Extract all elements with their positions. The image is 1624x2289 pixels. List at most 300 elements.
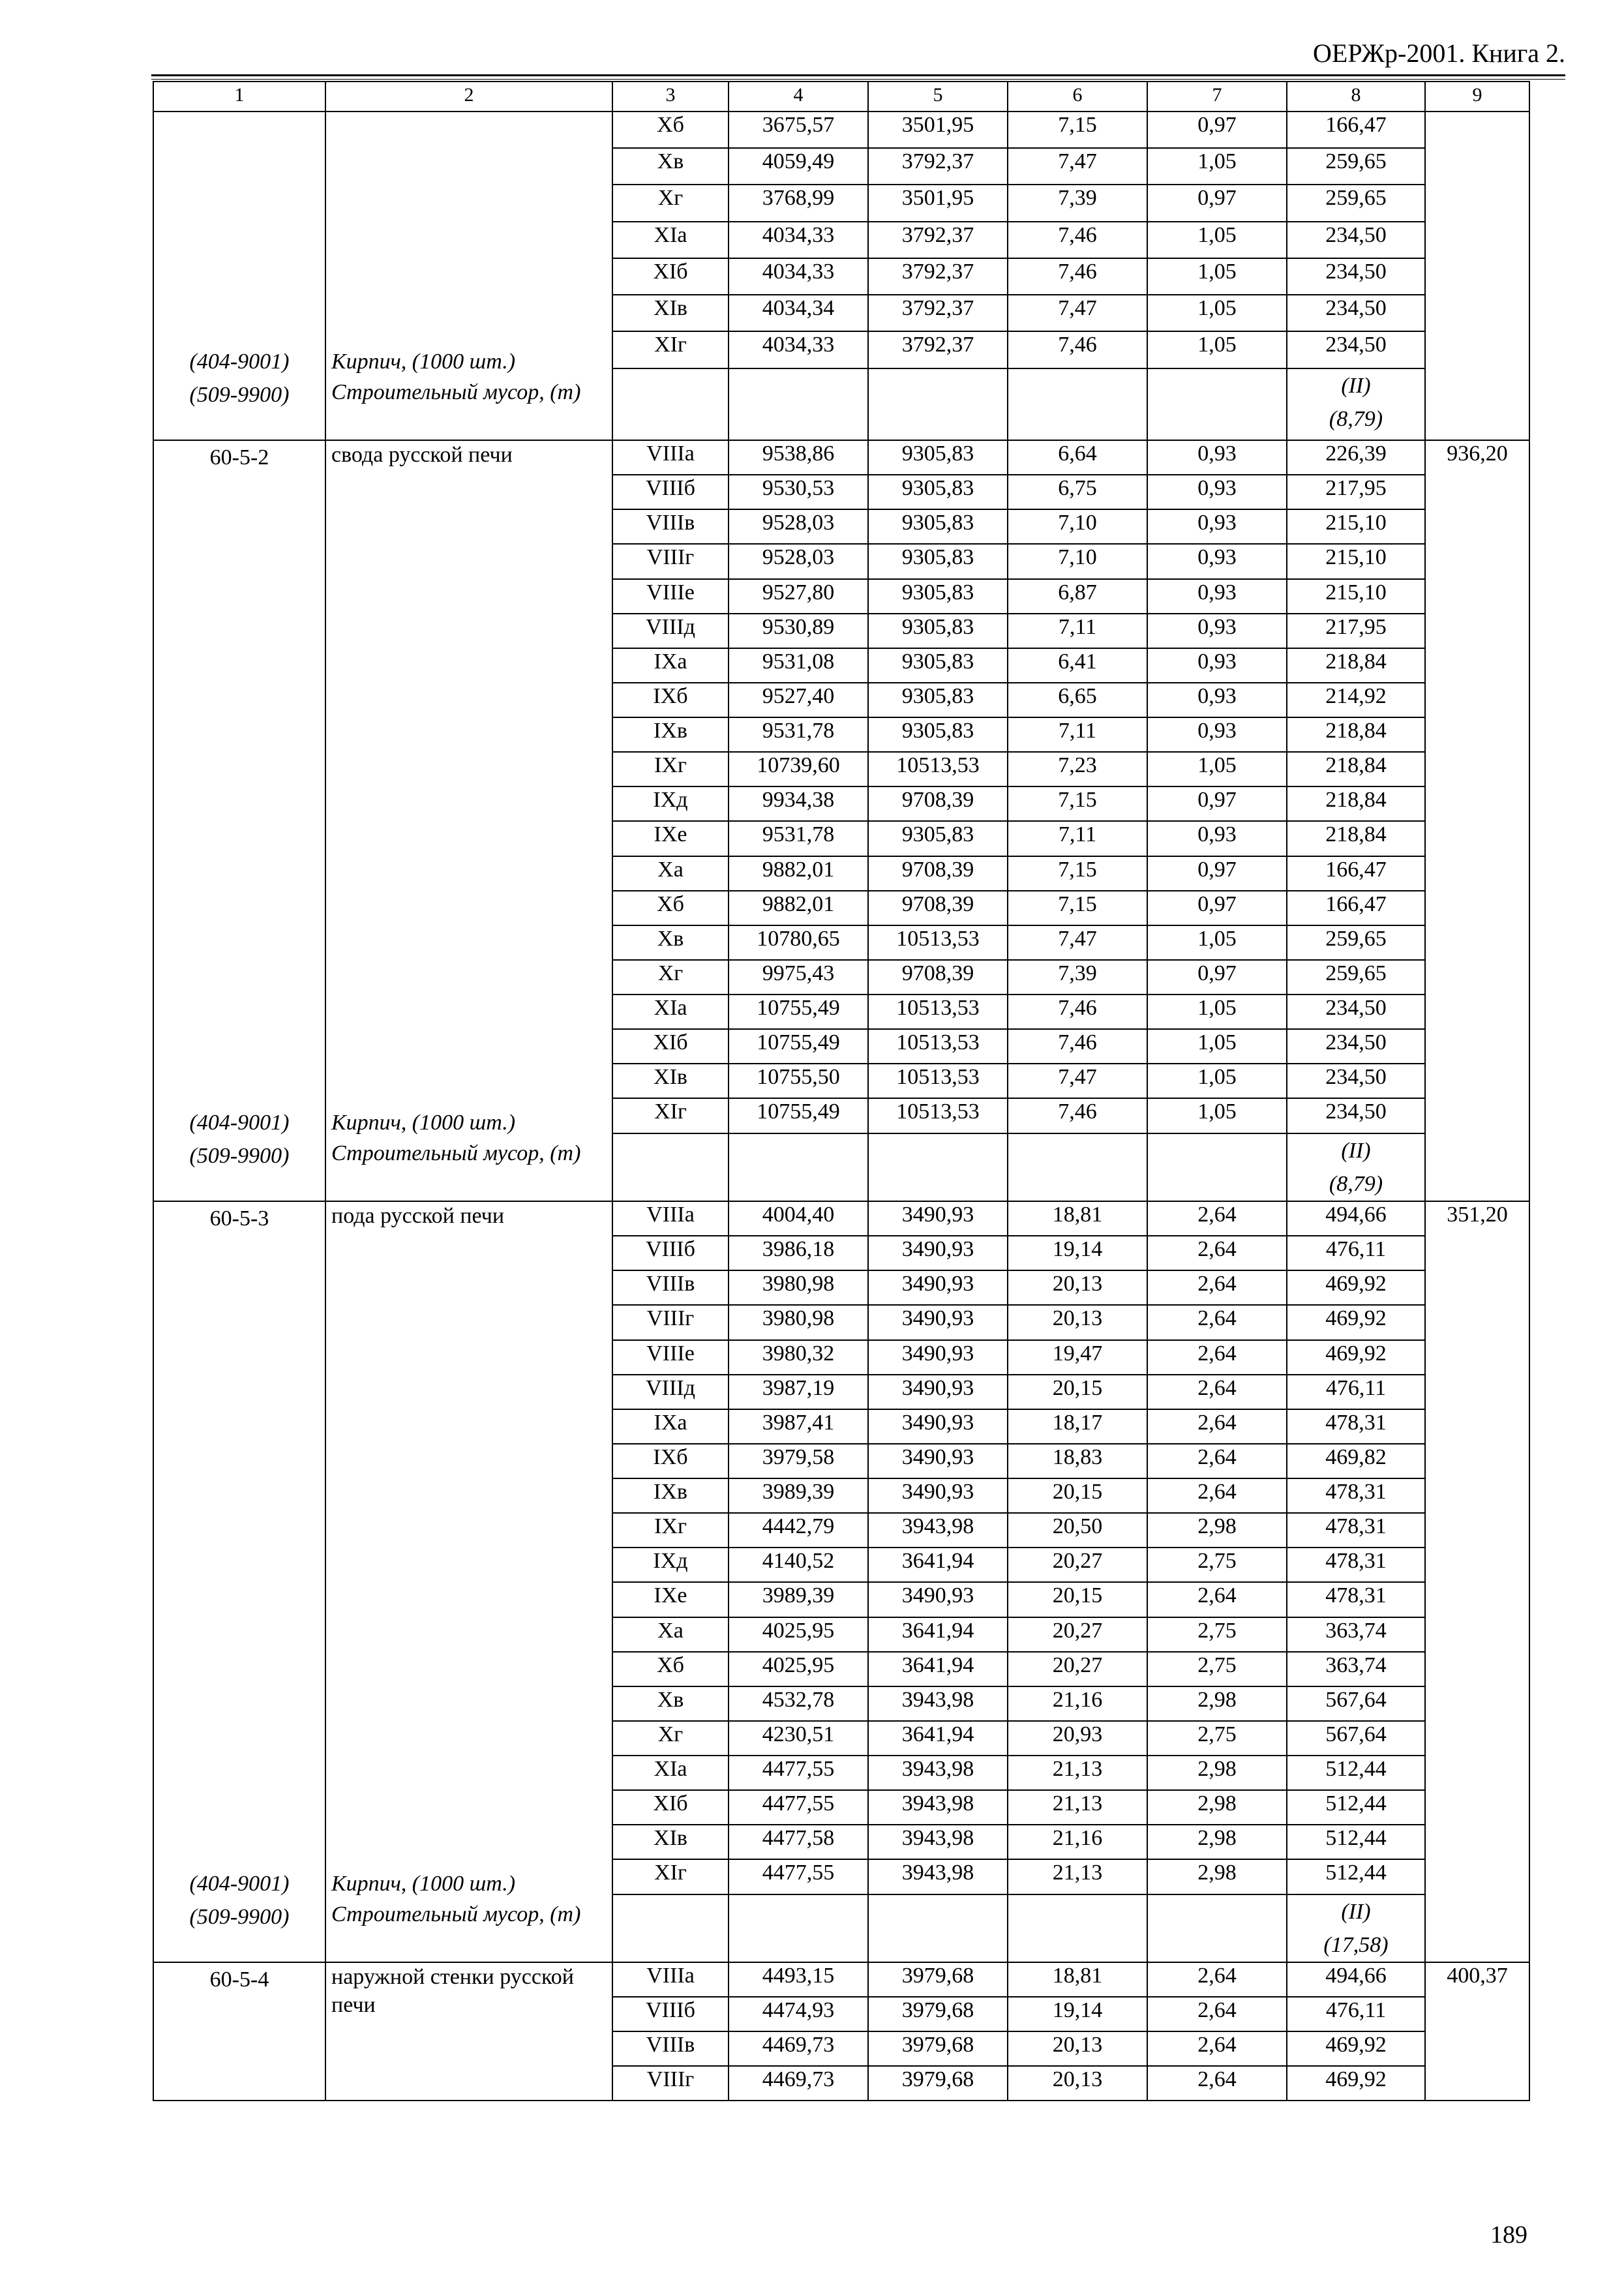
labor-cost-cell: 469,92 (1287, 1340, 1425, 1375)
machines-cell: 20,13 (1008, 2066, 1147, 2101)
materials-cell: 9305,83 (868, 475, 1008, 509)
machines-cell: 18,81 (1008, 1962, 1147, 1997)
machines-cell: 6,75 (1008, 475, 1147, 509)
region-zone-cell: Ха (612, 1617, 729, 1652)
norm-name: свода русской печи (331, 443, 513, 467)
resource-code: (404-9001) (189, 350, 290, 374)
region-zone-cell: ХIг (612, 331, 729, 368)
materials-cell: 3490,93 (868, 1270, 1008, 1305)
materials-cell: 3641,94 (868, 1617, 1008, 1652)
machines-cell: 6,87 (1008, 579, 1147, 614)
labor-wages-cell: 2,64 (1147, 1962, 1287, 1997)
norms-table-body (153, 82, 1529, 2101)
materials-cell: 3792,37 (868, 295, 1008, 331)
machines-cell: 6,64 (1008, 440, 1147, 475)
total-cell: 400,37 (1425, 1962, 1529, 2101)
norm-code: 60-5-2 (209, 445, 269, 470)
machines-cell: 7,46 (1008, 1098, 1147, 1133)
labor-cost-cell: 363,74 (1287, 1652, 1425, 1686)
labor-cost-cell: 218,84 (1287, 648, 1425, 683)
direct-costs-cell: 3768,99 (729, 185, 868, 221)
labor-wages-cell: 2,64 (1147, 1201, 1287, 1236)
direct-costs-cell: 4034,34 (729, 295, 868, 331)
direct-costs-cell: 9538,86 (729, 440, 868, 475)
region-zone-cell: IХд (612, 1548, 729, 1582)
materials-cell: 3641,94 (868, 1721, 1008, 1756)
labor-cost-cell: 166,47 (1287, 856, 1425, 891)
direct-costs-cell: 9528,03 (729, 544, 868, 578)
norm-name-cell (325, 440, 612, 1201)
labor-wages-cell: 2,98 (1147, 1686, 1287, 1721)
spacer (158, 474, 321, 1106)
resource-empty-cell (868, 1133, 1008, 1202)
machines-cell: 20,13 (1008, 2031, 1147, 2066)
direct-costs-cell: 9530,53 (729, 475, 868, 509)
labor-cost-cell: 478,31 (1287, 1409, 1425, 1444)
machines-cell: 7,39 (1008, 185, 1147, 221)
resource-empty-cell (1008, 368, 1147, 440)
machines-cell: 20,13 (1008, 1305, 1147, 1339)
region-zone-cell: VIIIб (612, 1997, 729, 2031)
direct-costs-cell: 9975,43 (729, 960, 868, 995)
machines-cell: 7,23 (1008, 752, 1147, 786)
labor-wages-cell: 2,75 (1147, 1617, 1287, 1652)
labor-wages-cell: 2,64 (1147, 1478, 1287, 1513)
labor-cost-cell: 259,65 (1287, 925, 1425, 960)
region-zone-cell: IХб (612, 683, 729, 717)
region-zone-cell: Хг (612, 1721, 729, 1756)
labor-cost-cell: 234,50 (1287, 258, 1425, 295)
machines-cell: 20,50 (1008, 1513, 1147, 1548)
labor-cost-cell: 218,84 (1287, 717, 1425, 752)
region-zone-cell: ХIб (612, 258, 729, 295)
resource-value: (II) (1341, 373, 1371, 398)
direct-costs-cell: 4059,49 (729, 148, 868, 185)
norms-table (153, 81, 1530, 2101)
direct-costs-cell: 9527,80 (729, 579, 868, 614)
labor-wages-cell: 1,05 (1147, 222, 1287, 258)
direct-costs-cell: 4140,52 (729, 1548, 868, 1582)
direct-costs-cell: 4469,73 (729, 2066, 868, 2101)
region-zone-cell: ХIб (612, 1029, 729, 1064)
materials-cell: 3501,95 (868, 112, 1008, 148)
labor-cost-cell: 218,84 (1287, 821, 1425, 856)
page-number: 189 (1490, 2221, 1527, 2249)
resource-empty-cell (1008, 1133, 1147, 1202)
resource-name: Кирпич, (1000 шт.) (331, 350, 516, 374)
labor-cost-cell: 512,44 (1287, 1756, 1425, 1790)
direct-costs-cell: 9531,08 (729, 648, 868, 683)
column-number: 6 (1008, 82, 1147, 112)
spacer (331, 469, 608, 1106)
materials-cell: 3490,93 (868, 1375, 1008, 1409)
direct-costs-cell: 10739,60 (729, 752, 868, 786)
direct-costs-cell: 10755,49 (729, 1098, 868, 1133)
resource-empty-cell (1147, 1133, 1287, 1202)
labor-wages-cell: 0,93 (1147, 509, 1287, 544)
header-rule-thin (151, 79, 1565, 80)
machines-cell: 20,15 (1008, 1582, 1147, 1617)
norm-code: 60-5-4 (209, 1967, 269, 1992)
machines-cell: 7,47 (1008, 148, 1147, 185)
spacer (331, 112, 608, 345)
resource-empty-cell (612, 1894, 729, 1963)
direct-costs-cell: 4477,55 (729, 1859, 868, 1894)
region-zone-cell: IХв (612, 1478, 729, 1513)
materials-cell: 10513,53 (868, 1064, 1008, 1098)
resource-value: (8,79) (1329, 406, 1383, 431)
direct-costs-cell: 3989,39 (729, 1478, 868, 1513)
resource-value: (17,58) (1323, 1932, 1389, 1957)
document-header-title: ОЕРЖр-2001. Книга 2. (1313, 38, 1565, 68)
materials-cell: 3979,68 (868, 2031, 1008, 2066)
region-zone-cell: VIIIв (612, 509, 729, 544)
labor-cost-cell: 494,66 (1287, 1962, 1425, 1997)
materials-cell: 3490,93 (868, 1236, 1008, 1270)
machines-cell: 7,46 (1008, 222, 1147, 258)
machines-cell: 19,47 (1008, 1340, 1147, 1375)
materials-cell: 9305,83 (868, 614, 1008, 648)
machines-cell: 7,47 (1008, 295, 1147, 331)
direct-costs-cell: 3987,19 (729, 1375, 868, 1409)
direct-costs-cell: 9531,78 (729, 717, 868, 752)
header-rule (151, 74, 1565, 76)
labor-cost-cell: 363,74 (1287, 1617, 1425, 1652)
labor-cost-cell: 512,44 (1287, 1790, 1425, 1825)
column-number: 9 (1425, 82, 1529, 112)
machines-cell: 6,65 (1008, 683, 1147, 717)
labor-wages-cell: 1,05 (1147, 331, 1287, 368)
direct-costs-cell: 4004,40 (729, 1201, 868, 1236)
direct-costs-cell: 10755,50 (729, 1064, 868, 1098)
materials-cell: 9305,83 (868, 509, 1008, 544)
machines-cell: 18,81 (1008, 1201, 1147, 1236)
resource-name: Кирпич, (1000 шт.) (331, 1872, 516, 1896)
norm-name: наружной стенки русской печи (331, 1965, 574, 2017)
column-number-row (153, 82, 1529, 112)
materials-cell: 9305,83 (868, 440, 1008, 475)
region-zone-cell: Хв (612, 1686, 729, 1721)
table-row (153, 440, 1529, 475)
labor-wages-cell: 0,97 (1147, 960, 1287, 995)
materials-cell: 3490,93 (868, 1409, 1008, 1444)
labor-cost-cell: 234,50 (1287, 995, 1425, 1029)
materials-cell: 3943,98 (868, 1825, 1008, 1859)
materials-cell: 9305,83 (868, 544, 1008, 578)
region-zone-cell: IХд (612, 786, 729, 821)
machines-cell: 20,93 (1008, 1721, 1147, 1756)
labor-wages-cell: 0,97 (1147, 891, 1287, 925)
direct-costs-cell: 4025,95 (729, 1652, 868, 1686)
machines-cell: 20,15 (1008, 1375, 1147, 1409)
materials-cell: 3943,98 (868, 1513, 1008, 1548)
machines-cell: 18,83 (1008, 1444, 1147, 1478)
region-zone-cell: VIIIб (612, 475, 729, 509)
materials-cell: 9305,83 (868, 717, 1008, 752)
region-zone-cell: ХIв (612, 1064, 729, 1098)
resource-name: Строительный мусор, (т) (331, 1902, 581, 1926)
table-row (153, 1962, 1529, 1997)
direct-costs-cell: 3989,39 (729, 1582, 868, 1617)
resource-empty-cell (868, 1894, 1008, 1963)
labor-cost-cell: 567,64 (1287, 1686, 1425, 1721)
labor-cost-cell: 259,65 (1287, 960, 1425, 995)
labor-cost-cell: 234,50 (1287, 1098, 1425, 1133)
machines-cell: 7,15 (1008, 891, 1147, 925)
labor-wages-cell: 2,64 (1147, 1582, 1287, 1617)
labor-wages-cell: 2,98 (1147, 1756, 1287, 1790)
machines-cell: 7,47 (1008, 1064, 1147, 1098)
region-zone-cell: VIIIв (612, 2031, 729, 2066)
resource-empty-cell (1147, 368, 1287, 440)
machines-cell: 7,10 (1008, 509, 1147, 544)
labor-wages-cell: 0,93 (1147, 475, 1287, 509)
norm-name: пода русской печи (331, 1204, 505, 1228)
materials-cell: 3943,98 (868, 1756, 1008, 1790)
materials-cell: 3943,98 (868, 1686, 1008, 1721)
direct-costs-cell: 4025,95 (729, 1617, 868, 1652)
machines-cell: 7,11 (1008, 614, 1147, 648)
resource-empty-cell (729, 368, 868, 440)
labor-wages-cell: 0,93 (1147, 440, 1287, 475)
materials-cell: 9305,83 (868, 648, 1008, 683)
region-zone-cell: ХIг (612, 1098, 729, 1133)
labor-cost-cell: 217,95 (1287, 475, 1425, 509)
direct-costs-cell: 4532,78 (729, 1686, 868, 1721)
spacer (158, 1235, 321, 1867)
labor-wages-cell: 2,98 (1147, 1513, 1287, 1548)
labor-cost-cell: 512,44 (1287, 1825, 1425, 1859)
machines-cell: 7,15 (1008, 786, 1147, 821)
column-number: 1 (153, 82, 325, 112)
spacer (331, 1230, 608, 1867)
labor-wages-cell: 1,05 (1147, 295, 1287, 331)
materials-cell: 3943,98 (868, 1859, 1008, 1894)
region-zone-cell: IХа (612, 1409, 729, 1444)
resource-empty-cell (1008, 1894, 1147, 1963)
resource-names (331, 112, 608, 440)
direct-costs-cell: 9531,78 (729, 821, 868, 856)
region-zone-cell: ХIб (612, 1790, 729, 1825)
norm-code-cell (153, 1962, 325, 2101)
resource-code: (404-9001) (189, 1111, 290, 1135)
region-zone-cell: Хб (612, 891, 729, 925)
labor-wages-cell: 1,05 (1147, 1064, 1287, 1098)
direct-costs-cell: 4469,73 (729, 2031, 868, 2066)
column-number: 2 (325, 82, 612, 112)
resource-empty-cell (729, 1133, 868, 1202)
labor-wages-cell: 1,05 (1147, 752, 1287, 786)
machines-cell: 7,39 (1008, 960, 1147, 995)
resource-values-cell (1287, 1133, 1425, 1202)
table-row (153, 1201, 1529, 1236)
labor-cost-cell: 476,11 (1287, 1236, 1425, 1270)
region-zone-cell: Ха (612, 856, 729, 891)
machines-cell: 7,11 (1008, 717, 1147, 752)
region-zone-cell: Хв (612, 925, 729, 960)
labor-wages-cell: 2,64 (1147, 1305, 1287, 1339)
machines-cell: 6,41 (1008, 648, 1147, 683)
direct-costs-cell: 3980,98 (729, 1305, 868, 1339)
norm-code: 60-5-3 (209, 1206, 269, 1231)
machines-cell: 21,16 (1008, 1686, 1147, 1721)
machines-cell: 7,46 (1008, 1029, 1147, 1064)
direct-costs-cell: 9882,01 (729, 891, 868, 925)
machines-cell: 18,17 (1008, 1409, 1147, 1444)
resource-empty-cell (612, 1133, 729, 1202)
labor-cost-cell: 217,95 (1287, 614, 1425, 648)
machines-cell: 20,15 (1008, 1478, 1147, 1513)
resource-value: (8,79) (1329, 1171, 1383, 1196)
labor-cost-cell: 478,31 (1287, 1548, 1425, 1582)
region-zone-cell: VIIIа (612, 1201, 729, 1236)
labor-wages-cell: 0,93 (1147, 579, 1287, 614)
direct-costs-cell: 9530,89 (729, 614, 868, 648)
materials-cell: 9708,39 (868, 891, 1008, 925)
labor-cost-cell: 215,10 (1287, 544, 1425, 578)
labor-wages-cell: 2,64 (1147, 2066, 1287, 2101)
machines-cell: 7,46 (1008, 331, 1147, 368)
resource-codes (158, 474, 321, 1173)
machines-cell: 7,47 (1008, 925, 1147, 960)
labor-wages-cell: 2,64 (1147, 1409, 1287, 1444)
resource-names (331, 1230, 608, 1962)
labor-wages-cell: 2,75 (1147, 1652, 1287, 1686)
materials-cell: 10513,53 (868, 995, 1008, 1029)
region-zone-cell: VIIIе (612, 1340, 729, 1375)
materials-cell: 9305,83 (868, 821, 1008, 856)
labor-cost-cell: 259,65 (1287, 148, 1425, 185)
materials-cell: 3979,68 (868, 1962, 1008, 1997)
norm-code-cell (153, 440, 325, 1201)
direct-costs-cell: 3980,98 (729, 1270, 868, 1305)
resource-codes (158, 1235, 321, 1934)
norm-code-cell (153, 1201, 325, 1962)
materials-cell: 9305,83 (868, 579, 1008, 614)
labor-wages-cell: 1,05 (1147, 148, 1287, 185)
labor-wages-cell: 0,93 (1147, 614, 1287, 648)
labor-wages-cell: 0,93 (1147, 717, 1287, 752)
materials-cell: 3792,37 (868, 222, 1008, 258)
labor-cost-cell: 494,66 (1287, 1201, 1425, 1236)
region-zone-cell: Хв (612, 148, 729, 185)
machines-cell: 7,15 (1008, 112, 1147, 148)
labor-wages-cell: 0,97 (1147, 786, 1287, 821)
region-zone-cell: IХе (612, 821, 729, 856)
norm-name-cell (325, 1962, 612, 2101)
materials-cell: 3792,37 (868, 331, 1008, 368)
region-zone-cell: VIIIг (612, 1305, 729, 1339)
region-zone-cell: ХIа (612, 995, 729, 1029)
labor-wages-cell: 2,75 (1147, 1721, 1287, 1756)
labor-wages-cell: 0,93 (1147, 821, 1287, 856)
region-zone-cell: VIIIв (612, 1270, 729, 1305)
labor-cost-cell: 166,47 (1287, 112, 1425, 148)
table-row (153, 112, 1529, 148)
machines-cell: 7,46 (1008, 258, 1147, 295)
materials-cell: 10513,53 (868, 925, 1008, 960)
labor-cost-cell: 166,47 (1287, 891, 1425, 925)
direct-costs-cell: 10755,49 (729, 1029, 868, 1064)
materials-cell: 9708,39 (868, 960, 1008, 995)
region-zone-cell: VIIIа (612, 440, 729, 475)
labor-cost-cell: 234,50 (1287, 222, 1425, 258)
labor-cost-cell: 234,50 (1287, 295, 1425, 331)
direct-costs-cell: 3979,58 (729, 1444, 868, 1478)
labor-cost-cell: 469,82 (1287, 1444, 1425, 1478)
norm-code-cell (153, 112, 325, 440)
region-zone-cell: Хг (612, 960, 729, 995)
direct-costs-cell: 3675,57 (729, 112, 868, 148)
labor-cost-cell: 234,50 (1287, 1029, 1425, 1064)
direct-costs-cell: 4034,33 (729, 222, 868, 258)
labor-cost-cell: 218,84 (1287, 752, 1425, 786)
materials-cell: 3792,37 (868, 148, 1008, 185)
region-zone-cell: VIIIд (612, 1375, 729, 1409)
labor-wages-cell: 1,05 (1147, 995, 1287, 1029)
direct-costs-cell: 4230,51 (729, 1721, 868, 1756)
direct-costs-cell: 3986,18 (729, 1236, 868, 1270)
machines-cell: 19,14 (1008, 1236, 1147, 1270)
labor-wages-cell: 0,97 (1147, 856, 1287, 891)
labor-cost-cell: 469,92 (1287, 2066, 1425, 2101)
labor-cost-cell: 469,92 (1287, 1270, 1425, 1305)
norm-name-cell (325, 112, 612, 440)
region-zone-cell: Хб (612, 112, 729, 148)
labor-cost-cell: 215,10 (1287, 509, 1425, 544)
direct-costs-cell: 9528,03 (729, 509, 868, 544)
direct-costs-cell: 4477,55 (729, 1790, 868, 1825)
direct-costs-cell: 9934,38 (729, 786, 868, 821)
materials-cell: 3490,93 (868, 1305, 1008, 1339)
resource-value: (II) (1341, 1899, 1371, 1924)
labor-wages-cell: 1,05 (1147, 258, 1287, 295)
direct-costs-cell: 4477,58 (729, 1825, 868, 1859)
machines-cell: 21,13 (1008, 1756, 1147, 1790)
region-zone-cell: VIIIб (612, 1236, 729, 1270)
labor-cost-cell: 226,39 (1287, 440, 1425, 475)
materials-cell: 3641,94 (868, 1548, 1008, 1582)
direct-costs-cell: 3987,41 (729, 1409, 868, 1444)
machines-cell: 7,10 (1008, 544, 1147, 578)
labor-wages-cell: 2,98 (1147, 1859, 1287, 1894)
labor-wages-cell: 1,05 (1147, 1098, 1287, 1133)
resource-empty-cell (1147, 1894, 1287, 1963)
labor-cost-cell: 215,10 (1287, 579, 1425, 614)
labor-cost-cell: 478,31 (1287, 1513, 1425, 1548)
labor-wages-cell: 2,75 (1147, 1548, 1287, 1582)
labor-wages-cell: 2,64 (1147, 1270, 1287, 1305)
labor-wages-cell: 2,64 (1147, 2031, 1287, 2066)
direct-costs-cell: 9527,40 (729, 683, 868, 717)
resource-code: (509-9900) (189, 1905, 290, 1929)
resource-name: Кирпич, (1000 шт.) (331, 1111, 516, 1135)
labor-wages-cell: 2,64 (1147, 1375, 1287, 1409)
machines-cell: 7,15 (1008, 856, 1147, 891)
labor-cost-cell: 478,31 (1287, 1582, 1425, 1617)
direct-costs-cell: 4442,79 (729, 1513, 868, 1548)
labor-cost-cell: 476,11 (1287, 1997, 1425, 2031)
labor-cost-cell: 218,84 (1287, 786, 1425, 821)
region-zone-cell: VIIIг (612, 544, 729, 578)
resource-empty-cell (868, 368, 1008, 440)
machines-cell: 20,27 (1008, 1617, 1147, 1652)
region-zone-cell: VIIIе (612, 579, 729, 614)
labor-cost-cell: 476,11 (1287, 1375, 1425, 1409)
resource-value: (II) (1341, 1138, 1371, 1163)
labor-wages-cell: 0,93 (1147, 648, 1287, 683)
labor-cost-cell: 478,31 (1287, 1478, 1425, 1513)
